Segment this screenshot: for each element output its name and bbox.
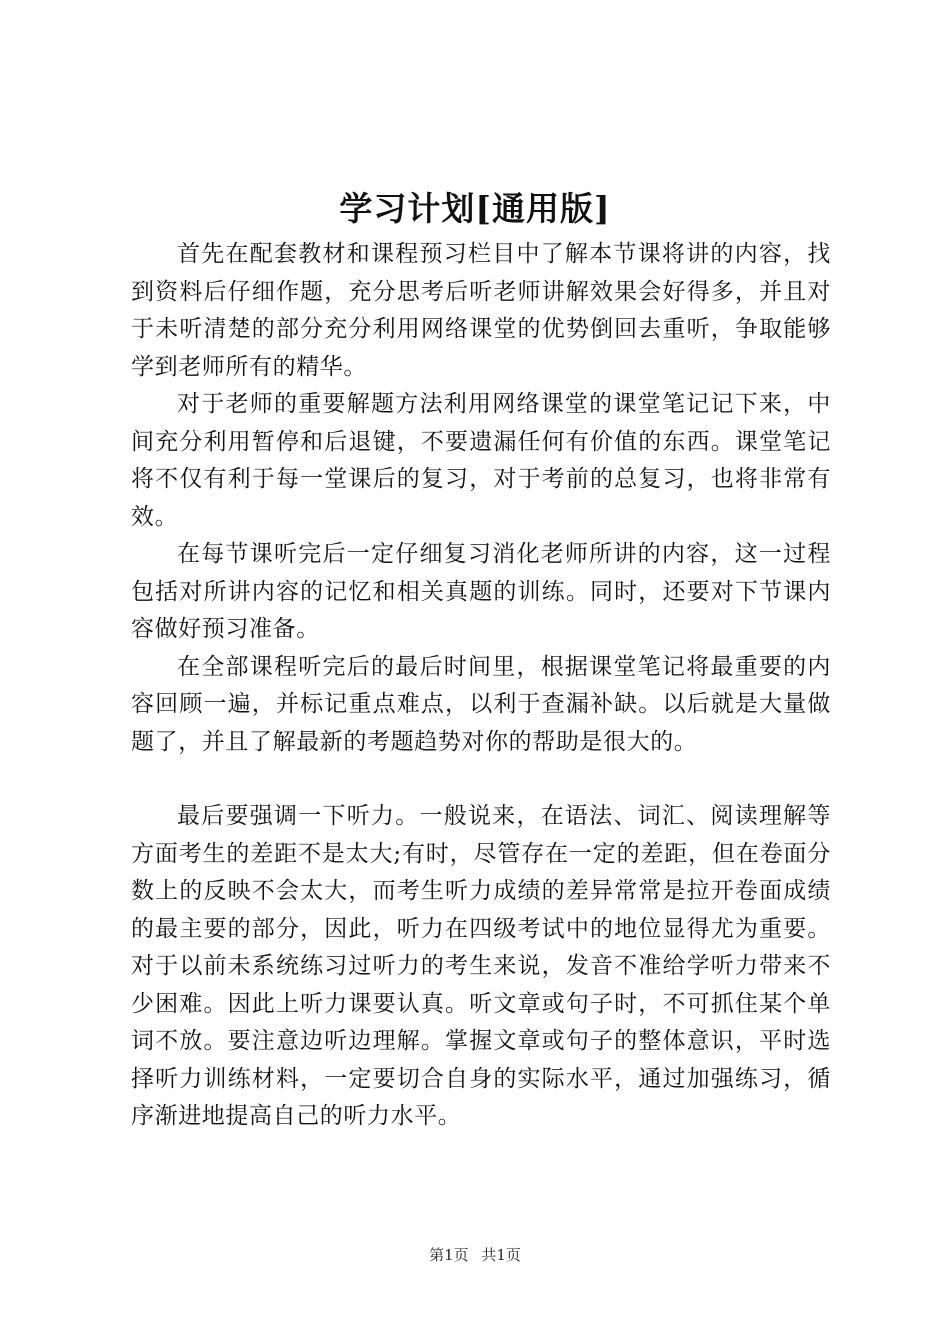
paragraph-4: 在全部课程听完后的最后时间里，根据课堂笔记将最重要的内容回顾一遍，并标记重点难点，以利于查漏补缺。以后就是大量做题了，并且了解最新的考题趋势对你的帮助是很大的。 bbox=[131, 653, 831, 755]
page-total: 共1页 bbox=[481, 1246, 521, 1264]
paragraph-spacer bbox=[131, 761, 831, 798]
paragraph-3: 在每节课听完后一定仔细复习消化老师所讲的内容，这一过程包括对所讲内容的记忆和相关真题的训练。同时，还要对下节课内容做好预习准备。 bbox=[131, 541, 831, 642]
paragraph-5: 最后要强调一下听力。一般说来，在语法、词汇、阅读理解等方面考生的差距不是太大;有时，尽管存在一定的差距，但在卷面分数上的反映不会太大，而考生听力成绩的差异常常是拉开卷面成绩的最主要的部分，因此，听力在四级考试中的地位显得尤为重要。对于以前未系统练习过听力的考生来说，发音不准给学听力带来不少困难。因此上听力课要认真。听文章或句子时，不可抓住某个单词不放。要注意边听边理解。掌握文章或句子的整体意识，平时选择听力训练材料，一定要切合自身的实际水平，通过加强练习，循序渐进地提高自己的听力水平。 bbox=[131, 803, 831, 1129]
document-body bbox=[131, 236, 831, 1136]
paragraph-1: 首先在配套教材和课程预习栏目中了解本节课将讲的内容，找到资料后仔细作题，充分思考后听老师讲解效果会好得多，并且对于未听清楚的部分充分利用网络课堂的优势倒回去重听，争取能够学到老师所有的精华。 bbox=[131, 241, 831, 380]
page-footer bbox=[0, 1244, 950, 1265]
document-title: 学习计划[通用版] bbox=[339, 189, 611, 228]
paragraph-2: 对于老师的重要解题方法利用网络课堂的课堂笔记记下来，中间充分利用暂停和后退键，不要遗漏任何有价值的东西。课堂笔记将不仅有利于每一堂课后的复习，对于考前的总复习，也将非常有效。 bbox=[131, 391, 831, 530]
page-number: 第1页 bbox=[429, 1246, 469, 1264]
